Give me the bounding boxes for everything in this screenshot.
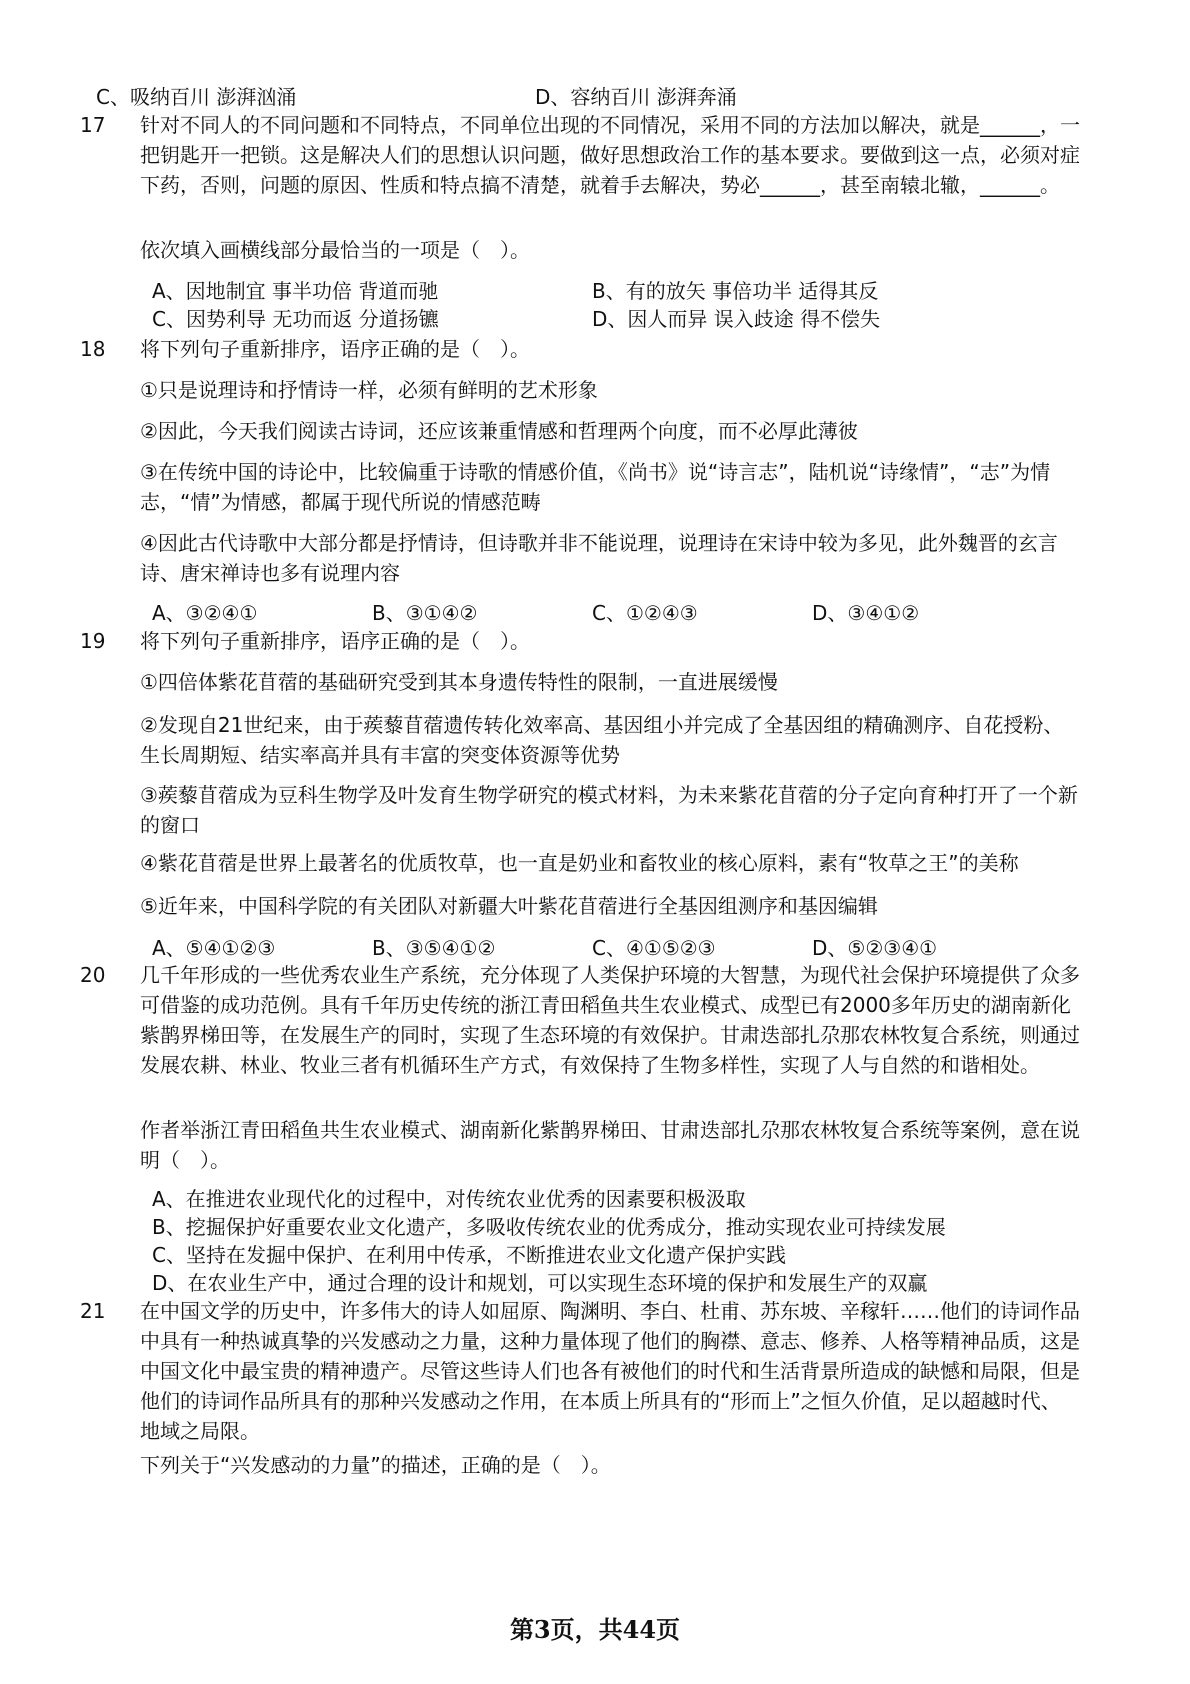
q18-option-b: B、③①④② — [372, 601, 478, 625]
question-19-text: 将下列句子重新排序，语序正确的是（ ）。 — [140, 629, 530, 653]
question-number-20: 20 — [80, 963, 106, 987]
q20-option-c: C、坚持在发掘中保护、在利用中传承，不断推进农业文化遗产保护实践 — [152, 1243, 786, 1267]
question-18-text: 将下列句子重新排序，语序正确的是（ ）。 — [140, 337, 530, 361]
q19-option-b: B、③⑤④①② — [372, 936, 496, 960]
q20-option-b: B、挖掘保护好重要农业文化遗产，多吸收传统农业的优秀成分，推动实现农业可持续发展 — [152, 1215, 946, 1239]
q19-sentence-2: ②发现自21世纪来，由于蒺藜苜蓿遗传转化效率高、基因组小并完成了全基因组的精确测序、自花授粉、生长周期短、结实率高并具有丰富的突变体资源等优势 — [140, 713, 1064, 767]
q17-option-c: C、因势利导 无功而返 分道扬镳 — [152, 307, 439, 331]
question-17-prompt: 依次填入画横线部分最恰当的一项是（ ）。 — [140, 238, 530, 262]
question-number-18: 18 — [80, 337, 106, 361]
q17-option-d: D、因人而异 误入歧途 得不偿失 — [592, 307, 881, 331]
q19-option-c: C、④①⑤②③ — [592, 936, 716, 960]
q19-sentence-4: ④紫花苜蓿是世界上最著名的优质牧草，也一直是奶业和畜牧业的核心原料，素有“牧草之王”的美称 — [140, 851, 1019, 875]
question-number-19: 19 — [80, 629, 106, 653]
question-number-17: 17 — [80, 113, 106, 137]
q17-option-a: A、因地制宜 事半功倍 背道而驰 — [152, 279, 439, 303]
q18-option-c: C、①②④③ — [592, 601, 698, 625]
q19-sentence-5: ⑤近年来，中国科学院的有关团队对新疆大叶紫花苜蓿进行全基因组测序和基因编辑 — [140, 894, 878, 918]
question-17-text: 针对不同人的不同问题和不同特点，不同单位出现的不同情况，采用不同的方法加以解决，就是______，一把钥匙开一把锁。这是解决人们的思想认识问题，做好思想政治工作的基本要求。要做到这一点，必须对症下药，否则，问题的原因、性质和特点搞不清楚，就着手去解决，势必______，甚至南辕北辙，______。 — [140, 113, 1080, 197]
q18-option-a: A、③②④① — [152, 601, 258, 625]
q19-sentence-1: ①四倍体紫花苜蓿的基础研究受到其本身遗传特性的限制，一直进展缓慢 — [140, 670, 778, 694]
q18-sentence-2: ②因此，今天我们阅读古诗词，还应该兼重情感和哲理两个向度，而不必厚此薄彼 — [140, 419, 858, 443]
question-20-text: 几千年形成的一些优秀农业生产系统，充分体现了人类保护环境的大智慧，为现代社会保护环境提供了众多可借鉴的成功范例。具有千年历史传统的浙江青田稻鱼共生农业模式、成型已有2000多年历史的湖南新化紫鹊界梯田等，在发展生产的同时，实现了生态环境的有效保护。甘肃迭部扎尕那农林牧复合系统，则通过发展农耕、林业、牧业三者有机循环生产方式，有效保持了生物多样性，实现了人与自然的和谐相处。 — [140, 963, 1080, 1077]
q16-option-d: D、容纳百川 澎湃奔涌 — [535, 85, 737, 109]
q18-sentence-1: ①只是说理诗和抒情诗一样，必须有鲜明的艺术形象 — [140, 378, 598, 402]
q20-option-a: A、在推进农业现代化的过程中，对传统农业优秀的因素要积极汲取 — [152, 1187, 746, 1211]
q19-option-d: D、⑤②③④① — [812, 936, 938, 960]
question-20-prompt: 作者举浙江青田稻鱼共生农业模式、湖南新化紫鹊界梯田、甘肃迭部扎尕那农林牧复合系统等案例，意在说明（ ）。 — [140, 1118, 1080, 1172]
question-number-21: 21 — [80, 1299, 106, 1323]
q19-option-a: A、⑤④①②③ — [152, 936, 276, 960]
question-21-prompt: 下列关于“兴发感动的力量”的描述，正确的是（ ）。 — [140, 1453, 611, 1477]
q16-option-c: C、吸纳百川 澎湃汹涌 — [96, 85, 297, 109]
q18-sentence-4: ④因此古代诗歌中大部分都是抒情诗，但诗歌并非不能说理，说理诗在宋诗中较为多见，此外魏晋的玄言诗、唐宋禅诗也多有说理内容 — [140, 531, 1058, 585]
q19-sentence-3: ③蒺藜苜蓿成为豆科生物学及叶发育生物学研究的模式材料，为未来紫花苜蓿的分子定向育种打开了一个新的窗口 — [140, 783, 1078, 837]
q17-option-b: B、有的放矢 事倍功半 适得其反 — [592, 279, 879, 303]
q20-option-d: D、在农业生产中，通过合理的设计和规划，可以实现生态环境的保护和发展生产的双赢 — [152, 1271, 928, 1295]
page-footer: 第3页，共44页 — [509, 1615, 681, 1644]
q18-sentence-3: ③在传统中国的诗论中，比较偏重于诗歌的情感价值，《尚书》说“诗言志”，陆机说“诗缘情”，“志”为情志，“情”为情感，都属于现代所说的情感范畴 — [140, 460, 1051, 514]
q18-option-d: D、③④①② — [812, 601, 920, 625]
question-21-text: 在中国文学的历史中，许多伟大的诗人如屈原、陶渊明、李白、杜甫、苏东坡、辛稼轩……他们的诗词作品中具有一种热诚真挚的兴发感动之力量，这种力量体现了他们的胸襟、意志、修养、人格等精神品质，这是中国文化中最宝贵的精神遗产。尽管这些诗人们也各有被他们的时代和生活背景所造成的缺憾和局限，但是他们的诗词作品所具有的那种兴发感动之作用，在本质上所具有的“形而上”之恒久价值，足以超越时代、地域之局限。 — [140, 1299, 1080, 1443]
